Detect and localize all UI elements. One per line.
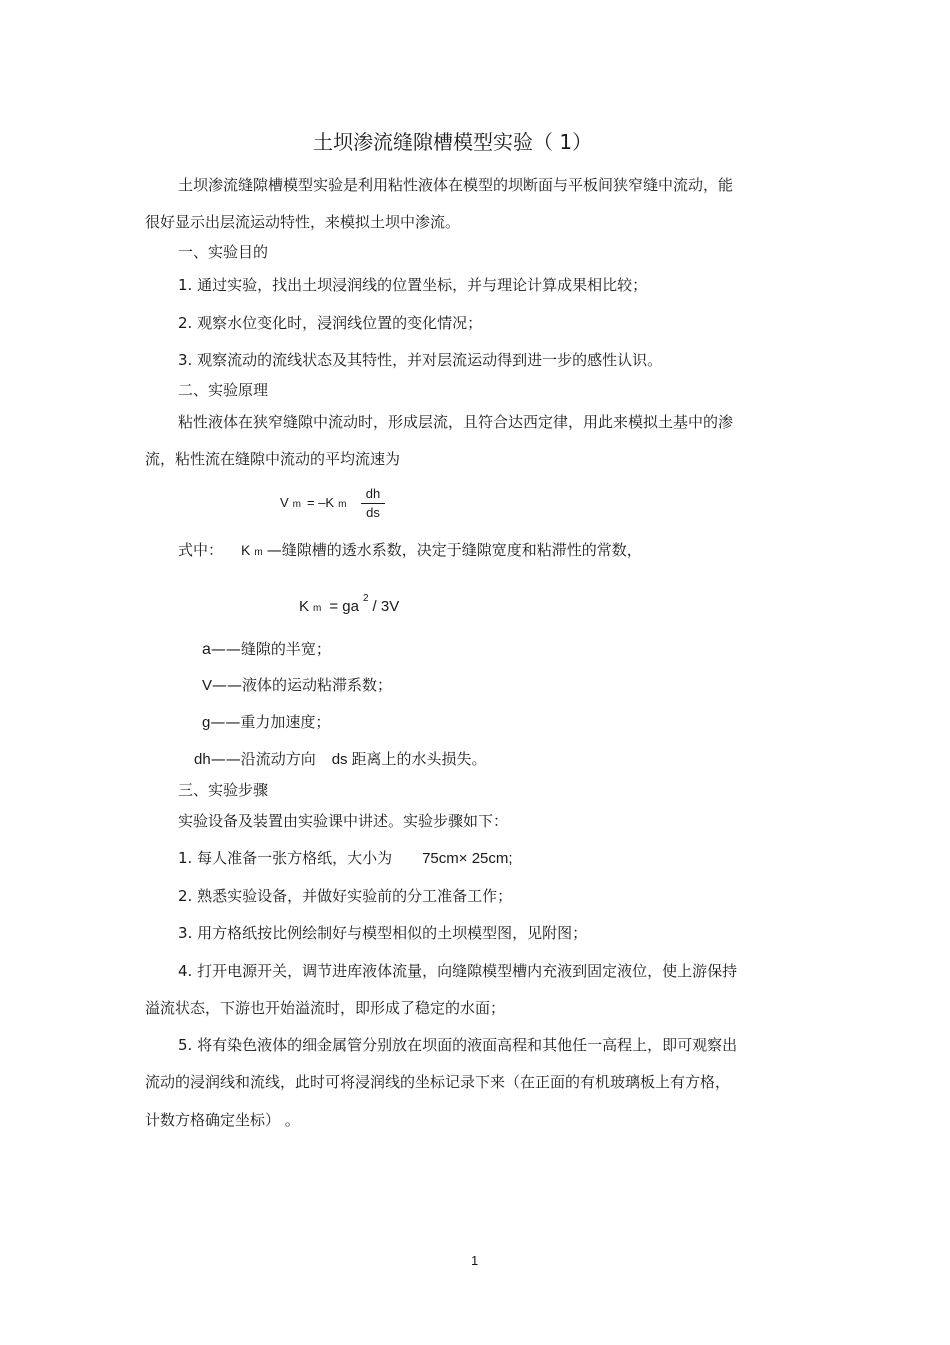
formula1-lhs: V (280, 495, 289, 510)
def-v-symbol: V (202, 677, 213, 694)
formula1-fraction (361, 487, 385, 520)
where-k: K (241, 542, 251, 558)
where-desc: —缝隙槽的透水系数，决定于缝隙宽度和粘滞性的常数， (266, 541, 642, 559)
where-prefix: 式中： (178, 541, 224, 559)
formula1-eq: = –K (307, 495, 335, 510)
step-5-line-3: 计数方格确定坐标） 。 (145, 1111, 300, 1129)
def-a-desc: ——缝隙的半宽； (210, 640, 331, 658)
where-k-sub: m (254, 547, 263, 558)
formula1-k-sub: m (338, 499, 347, 510)
intro-line-1: 土坝渗流缝隙槽模型实验是利用粘性液体在模型的坝断面与平板间狭窄缝中流动，能 (178, 176, 734, 194)
step-4-line-2: 溢流状态，下游也开始溢流时，即形成了稳定的水面； (145, 999, 506, 1017)
purpose-item-1: 1. 通过实验，找出土坝浸润线的位置坐标，并与理论计算成果相比较； (178, 276, 648, 294)
step-1-size: 75cm× 25cm; (422, 850, 513, 867)
def-g-symbol: g (202, 714, 211, 731)
formula1-numerator: dh (365, 486, 381, 501)
where-line (178, 541, 642, 562)
formula2-k: K (299, 598, 310, 615)
step-5-line-1: 5. 将有染色液体的细金属管分别放在坝面的液面高程和其他任一高程上，即可观察出 (178, 1036, 738, 1054)
purpose-item-2: 2. 观察水位变化时，浸润线位置的变化情况； (178, 314, 483, 332)
def-dh-desc: ——沿流动方向 (210, 750, 316, 768)
def-v (202, 676, 392, 695)
formula1-denominator: ds (366, 505, 380, 520)
def-a-symbol: a (202, 641, 211, 658)
step-2: 2. 熟悉实验设备，并做好实验前的分工准备工作； (178, 887, 513, 905)
formula1-lhs-sub: m (292, 499, 302, 510)
step-3: 3. 用方格纸按比例绘制好与模型相似的土坝模型图，见附图； (178, 924, 588, 942)
step-4-line-1: 4. 打开电源开关，调节进库液体流量，向缝隙模型槽内充液到固定液位，使上游保持 (178, 962, 738, 980)
def-g-desc: ——重力加速度； (210, 713, 331, 731)
page-title: 土坝渗流缝隙槽模型实验（ 1） (313, 130, 593, 154)
formula2-tail: / 3V (372, 598, 400, 615)
formula2-k-sub: m (313, 603, 322, 614)
formula2-sup: 2 (362, 593, 369, 604)
def-dh (194, 750, 487, 769)
formula-permeability (299, 594, 399, 618)
formula2-rhs: = ga (329, 598, 359, 615)
def-dh-desc2: 距离上的水头损失。 (351, 750, 487, 768)
def-v-desc: ——液体的运动粘滞系数； (212, 676, 393, 694)
page-number: 1 (471, 1253, 479, 1268)
step-1 (178, 849, 513, 868)
fraction-bar (361, 503, 385, 504)
def-dh-symbol: dh (194, 751, 211, 768)
def-a (202, 640, 331, 659)
step-1-text: 1. 每人准备一张方格纸，大小为 (178, 849, 393, 867)
steps-intro: 实验设备及装置由实验课中讲述。实验步骤如下： (178, 812, 509, 830)
step-5-line-2: 流动的浸润线和流线，此时可将浸润线的坐标记录下来（在正面的有机玻璃板上有方格， (145, 1073, 731, 1091)
section-heading-principle: 二、实验原理 (178, 381, 269, 399)
intro-line-2: 很好显示出层流运动特性，来模拟土坝中渗流。 (145, 213, 461, 231)
purpose-item-3: 3. 观察流动的流线状态及其特性，并对层流运动得到进一步的感性认识。 (178, 351, 663, 369)
def-g (202, 713, 330, 732)
principle-line-2: 流，粘性流在缝隙中流动的平均流速为 (145, 450, 401, 468)
def-ds-symbol: ds (331, 751, 348, 768)
section-heading-purpose: 一、实验目的 (178, 243, 269, 261)
principle-line-1: 粘性液体在狭窄缝隙中流动时，形成层流，且符合达西定律，用此来模拟土基中的渗 (178, 413, 734, 431)
section-heading-steps: 三、实验步骤 (178, 781, 269, 799)
